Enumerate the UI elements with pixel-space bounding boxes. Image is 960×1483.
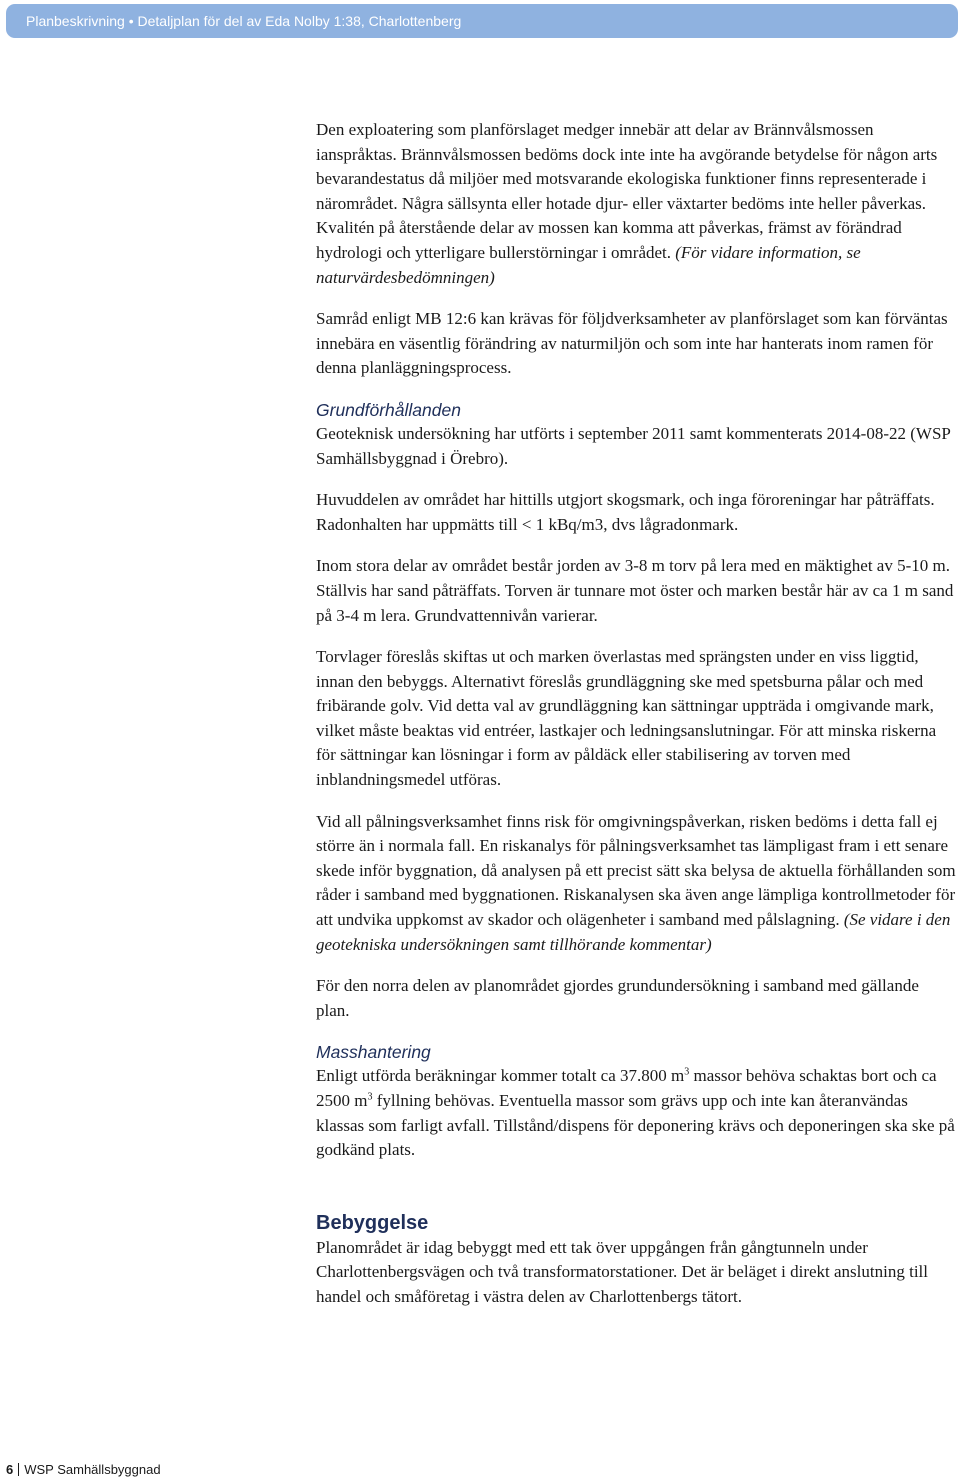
reference-note: (Se vidare i den geotekniska undersökningen samt tillhörande kommentar): [316, 910, 951, 954]
paragraph-northern-part: För den norra delen av planområdet gjordes grundundersökning i samband med gällande plan.: [316, 976, 919, 1020]
paragraph-text: Enligt utförda beräkningar kommer totalt ca 37.800 m: [316, 1066, 685, 1086]
superscript: 3: [684, 1066, 690, 1078]
heading-masshantering: Masshantering: [316, 1042, 431, 1063]
paragraph-text: Den exploatering som planförslaget medger innebär att delar av Brännvålsmossen ianspråktas. Brännvålsmossen bedöms dock inte inte ha avgörande betydelse för någon arts bevarandestatus då miljöer med motsvarande ekologiska funktioner finns representerade i närområdet. Några sällsynta eller hotade djur- eller växtarter bedöms inte heller påverkas. Kvalitén på återstående delar av mossen kan komma att påverkas, främst av förändrad hydrologi och ytterligare bullerstörningar i området.: [316, 120, 938, 262]
paragraph-text: fyllning behövas. Eventuella massor som grävs upp och inte kan återanvändas klassas som farligt avfall. Tillstånd/dispens för deponering krävs och deponeringen ska ske på godkänd plats.: [316, 1091, 955, 1160]
paragraph-natural-values: [316, 118, 956, 290]
paragraph-contamination-radon: Huvuddelen av området har hittills utgjort skogsmark, och inga föroreningar har påträffats. Radonhalten har uppmätts till < 1 kBq/m3, dvs lågradonmark.: [316, 490, 935, 534]
superscript: 3: [367, 1091, 373, 1103]
paragraph-foundation: Torvlager föreslås skiftas ut och marken överlastas med sprängsten under en viss liggtid, innan den bebyggs. Alternativt föreslås grundläggning ske med spetsburna pålar och med fribärande golv. Vid detta val av grundläggning kan sättningar uppträda i omgivande mark, vilket måste beaktas vid entréer, lastkajer och ledningsanslutningar. För att minska riskerna för sättningar kan lösningar i form av påldäck eller stabilisering av torven med inblandningsmedel utföras.: [316, 647, 937, 790]
heading-bebyggelse: Bebyggelse: [316, 1211, 429, 1234]
paragraph-existing-buildings: Planområdet är idag bebyggt med ett tak över uppgången från gångtunneln under Charlottenbergsvägen och två transformatorstationer. Det är beläget i direkt anslutning till handel och småföretag i västra delen av Charlottenbergs tätort.: [316, 1237, 928, 1306]
footer-company: WSP Samhällsbyggnad: [24, 1462, 161, 1477]
paragraph-piling-risk: [316, 810, 956, 958]
paragraph-consultation: Samråd enligt MB 12:6 kan krävas för följdverksamheter av planförslaget som kan förväntas innebära en väsentlig förändring av naturmiljön och som inte har hanterats inom ramen för denna planläggningsprocess.: [316, 309, 948, 378]
heading-grundforhallanden: Grundförhållanden: [316, 399, 461, 420]
section-spacer: [316, 1180, 956, 1210]
page-footer: [6, 1462, 161, 1477]
footer-divider: [18, 1463, 19, 1476]
paragraph-geotechnical-survey: Geoteknisk undersökning har utförts i september 2011 samt kommenterats 2014-08-22 (WSP Samhällsbyggnad i Örebro).: [316, 423, 951, 468]
paragraph-text: Vid all pålningsverksamhet finns risk för omgivningspåverkan, risken bedöms i detta fall ej större än i normala fall. En riskanalys för pålningsverksamhet tas lämpligast fram i ett senare skede inför byggnation, då analysen på ett precist sätt ska belysa de aktuella förhållanden som råder i samband med byggnationen. Riskanalysen ska även ange lämpliga kontrollmetoder för att undvika uppkomst av skador och olägenheter i samband med pålslagning.: [316, 811, 956, 930]
paragraph-soil-conditions: Inom stora delar av området består jorden av 3-8 m torv på lera med en mäktighet av 5-10 m. Ställvis har sand påträffats. Torven är tunnare mot öster och marken består här av ca 1 m sand på 3-4 m lera. Grundvattennivån varierar.: [316, 556, 954, 625]
page-number: 6: [6, 1462, 14, 1477]
main-content: [316, 118, 956, 1327]
page-header-bar: [6, 4, 958, 38]
running-header-title: Planbeskrivning • Detaljplan för del av Eda Nolby 1:38, Charlottenberg: [26, 13, 462, 29]
paragraph-text: massor behöva schaktas bort och ca 2500 m: [316, 1066, 937, 1110]
reference-note: (För vidare information, se naturvärdesbedömningen): [316, 242, 861, 287]
paragraph-mass-handling: [316, 1064, 956, 1162]
